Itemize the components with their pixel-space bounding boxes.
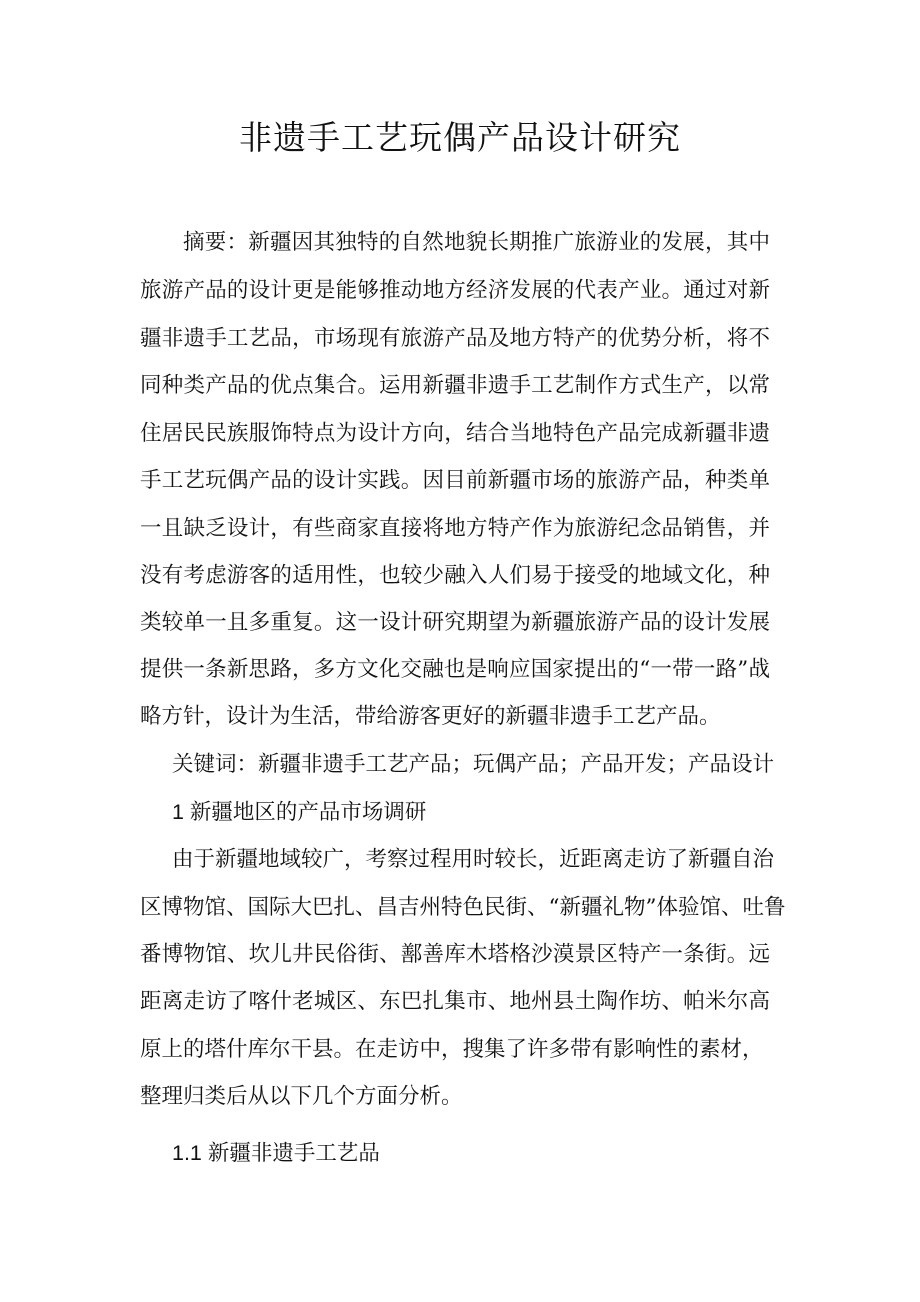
document-title: 非遗手工艺玩偶产品设计研究: [239, 118, 681, 157]
abstract-line: 没有考虑游客的适用性，也较少融入人们易于接受的地域文化，种: [140, 563, 770, 588]
body-line: 由于新疆地域较广，考察过程用时较长，近距离走访了新疆自治: [172, 847, 775, 872]
keywords: 关键词：新疆非遗手工艺产品；玩偶产品；产品开发；产品设计: [172, 752, 775, 777]
abstract-line: 疆非遗手工艺品，市场现有旅游产品及地方特产的优势分析，将不: [140, 326, 770, 351]
section-heading: 1 新疆地区的产品市场调研: [172, 800, 427, 824]
subsection-heading: 1.1 新疆非遗手工艺品: [172, 1141, 380, 1165]
body-line: 距离走访了喀什老城区、东巴扎集市、地州县土陶作坊、帕米尔高: [140, 989, 770, 1014]
abstract-line: 提供一条新思路，多方文化交融也是响应国家提出的“一带一路”战: [140, 657, 770, 682]
abstract-line: 手工艺玩偶产品的设计实践。因目前新疆市场的旅游产品，种类单: [140, 468, 770, 493]
abstract-line: 住居民民族服饰特点为设计方向，结合当地特色产品完成新疆非遗: [140, 421, 770, 446]
body-line: 原上的塔什库尔干县。在走访中，搜集了许多带有影响性的素材，: [140, 1037, 764, 1062]
body-line: 整理归类后从以下几个方面分析。: [140, 1084, 463, 1109]
abstract-line: 同种类产品的优点集合。运用新疆非遗手工艺制作方式生产，以常: [140, 373, 770, 398]
abstract-line: 略方针，设计为生活，带给游客更好的新疆非遗手工艺产品。: [140, 704, 721, 729]
abstract-line: 一且缺乏设计，有些商家直接将地方特产作为旅游纪念品销售，并: [140, 516, 770, 541]
abstract-line: 类较单一且多重复。这一设计研究期望为新疆旅游产品的设计发展: [140, 610, 770, 635]
body-line: 番博物馆、坎儿井民俗街、鄯善库木塔格沙漠景区特产一条街。远: [140, 942, 770, 967]
body-line: 区博物馆、国际大巴扎、昌吉州特色民街、“新疆礼物”体验馆、吐鲁: [140, 895, 786, 920]
abstract-line: 旅游产品的设计更是能够推动地方经济发展的代表产业。通过对新: [140, 278, 770, 303]
abstract-line: 摘要：新疆因其独特的自然地貌长期推广旅游业的发展，其中: [183, 230, 770, 255]
